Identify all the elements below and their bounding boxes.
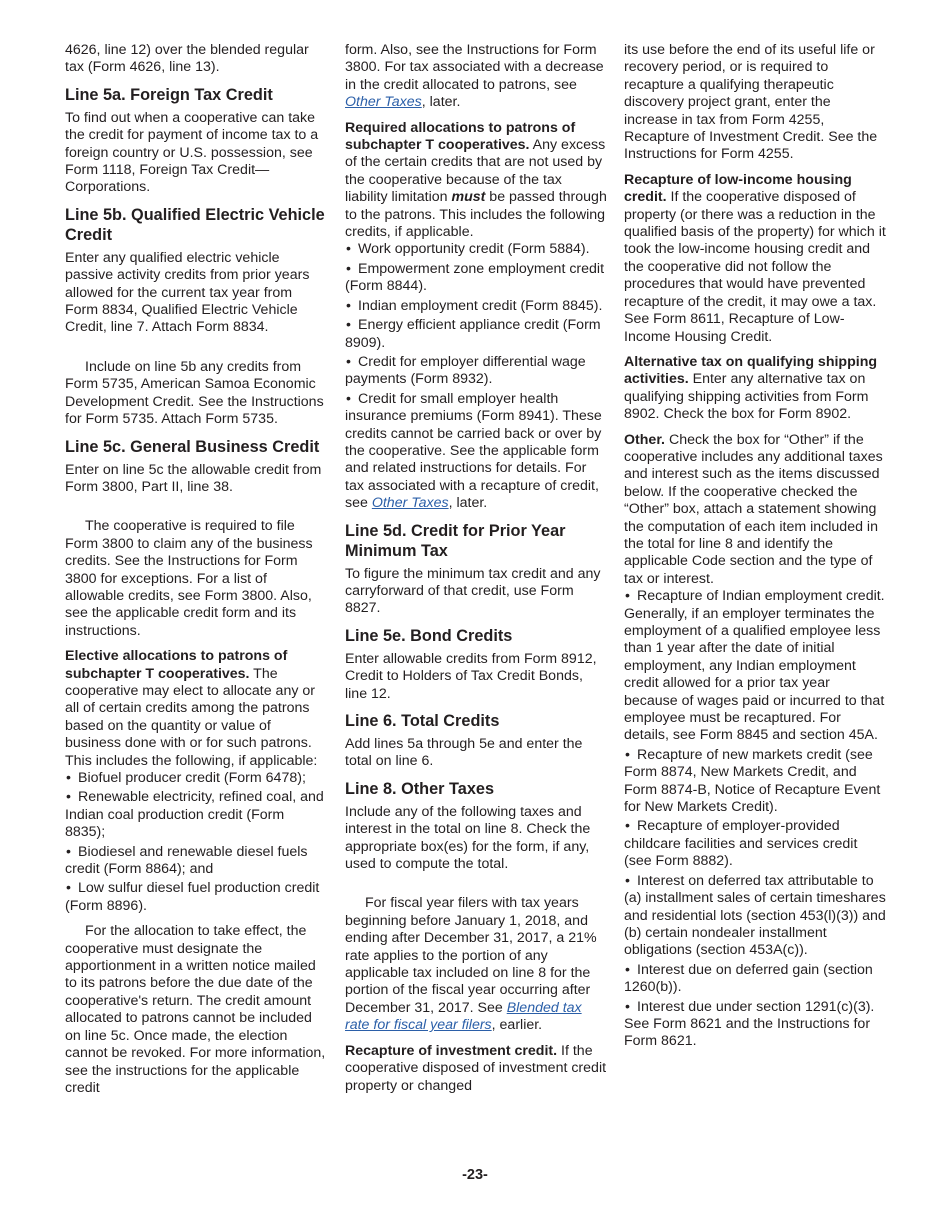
list-item: • Indian employment credit (Form 8845).: [346, 297, 603, 314]
list-item: • Credit for employer differential wage payments (Form 8932).: [345, 353, 586, 388]
list-item-text: Energy efficient appliance credit (Form 8909).: [345, 317, 601, 351]
paragraph-required: [345, 120, 607, 242]
spacer: [65, 504, 328, 518]
paragraph: Enter on line 5c the allowable credit from Form 3800, Part II, line 38.: [65, 461, 322, 495]
heading-line-5c: Line 5c. General Business Credit: [65, 437, 320, 456]
page-number: -23-: [462, 1167, 488, 1183]
spacer: [65, 345, 328, 359]
paragraph: Include on line 5b any credits from Form 5735, American Samoa Economic Development Credit. See the Instructions for Form 5735. Attach Form 5735.: [65, 358, 324, 428]
paragraph: Add lines 5a through 5e and enter the total on line 6.: [345, 736, 583, 770]
paragraph-text: be passed through to the patrons. This includes the following credits, if applicable.: [345, 189, 607, 241]
list-item: • Renewable electricity, refined coal, and Indian coal production credit (Form 8835);: [65, 789, 324, 841]
paragraph: To find out when a cooperative can take the credit for payment of income tax to a foreign country or U.S. possession, see Form 1118, Foreign Tax Credit—Corporations.: [65, 109, 319, 196]
list-item-text: Credit for small employer health insurance premiums (Form 8941). These credits cannot be carried back or over by the cooperative. See the applicable form and related instructions for details. For tax associated with a recapture of credit, see: [345, 390, 602, 512]
blended-tax-rate-link[interactable]: Blended tax rate for fiscal year filers: [345, 999, 582, 1034]
list-item-text: Biofuel producer credit (Form 6478);: [78, 770, 306, 786]
paragraph: Enter allowable credits from Form 8912, Credit to Holders of Tax Credit Bonds, line 12.: [345, 650, 597, 702]
paragraph-alternative-tax: [624, 354, 886, 424]
run-in-heading: Required allocations to patrons of subchapter T cooperatives.: [345, 119, 576, 154]
list-item: • Interest on deferred tax attributable to (a) installment sales of certain timeshares and residential lots (section 453(l)(3)) and (b) certain nondealer installment obligations (section 453A(c)).: [624, 872, 886, 959]
paragraph: its use before the end of its useful life or recovery period, or is required to recapture a qualifying therapeutic discovery project grant, enter the increase in tax from Form 4255, Recapture of Investment Credit. See the Instructions for Form 4255.: [624, 42, 878, 163]
list-item-text: Empowerment zone employment credit (Form 8844).: [345, 260, 605, 295]
list-item-text: Credit for employer differential wage payments (Form 8932).: [345, 353, 586, 388]
paragraph: [345, 895, 607, 1034]
paragraph: To figure the minimum tax credit and any carryforward of that credit, use Form 8827.: [345, 565, 601, 617]
paragraph-text: , later.: [421, 94, 461, 111]
paragraph: [345, 42, 607, 112]
run-in-heading: Alternative tax on qualifying shipping activities.: [624, 353, 878, 388]
list-item-text: Low sulfur diesel fuel production credit (Form 8896).: [65, 880, 320, 914]
column-1: [65, 42, 328, 1105]
run-in-heading: Recapture of investment credit.: [345, 1042, 558, 1059]
paragraph-text: Enter any alternative tax on qualifying shipping activities from Form 8902. Check the box for Form 8902.: [624, 371, 869, 423]
paragraph-other: [624, 432, 886, 589]
list-item-text: Indian employment credit (Form 8845).: [358, 297, 603, 314]
paragraph-low-income-housing: [624, 172, 886, 346]
paragraph-text: The cooperative may elect to allocate any or all of certain credits among the patrons based on the quantity or value of business done with or for such patrons. This includes the following, if applicable:: [65, 665, 318, 769]
heading-line-8: Line 8. Other Taxes: [345, 779, 494, 798]
paragraph-text: , earlier.: [491, 1017, 543, 1034]
paragraph: Include any of the following taxes and interest in the total on line 8. Check the appropriate box(es) for the form, if any, used to compute the total.: [345, 803, 591, 873]
list-item-text: Interest on deferred tax attributable to (a) installment sales of certain timeshares and residential lots (section 453(l)(3)) and (b) certain nondealer installment obligations (section 453A(c)).: [624, 872, 886, 959]
paragraph-text: For fiscal year filers with tax years beginning before January 1, 2018, and ending after December 31, 2017, a 21% rate applies to the portion of any applicable tax included on line 8 for the portion of the fiscal year occurring after December 31, 2017. See: [345, 895, 597, 1016]
paragraph-recapture-investment: [345, 1043, 607, 1095]
paragraph-text: If the cooperative disposed of investment credit property or changed: [345, 1042, 607, 1094]
list-item: • Credit for small employer health insurance premiums (Form 8941). These credits cannot be carried back or over by the cooperative. See the applicable form and related instructions for details. For tax associated with a recapture of credit, see Other Taxes, later.: [345, 390, 602, 512]
heading-line-5e: Line 5e. Bond Credits: [345, 626, 513, 645]
list-item-text: Recapture of new markets credit (see Form 8874, New Markets Credit, and Form 8874-B, Notice of Recapture Event for New Markets Credit).: [624, 746, 881, 816]
list-item: • Interest due under section 1291(c)(3). See Form 8621 and the Instructions for Form 8621.: [624, 998, 875, 1050]
run-in-heading: Elective allocations to patrons of subchapter T cooperatives.: [65, 648, 288, 682]
list-item: • Recapture of new markets credit (see Form 8874, New Markets Credit, and Form 8874-B, Notice of Recapture Event for New Markets Credit).: [624, 746, 881, 816]
paragraph-text: form. Also, see the Instructions for Form 3800. For tax associated with a decrease in the credit allocated to patrons, see: [345, 42, 604, 93]
list-item-text: , later.: [448, 495, 488, 512]
list-item-text: Interest due under section 1291(c)(3). See Form 8621 and the Instructions for Form 8621.: [624, 998, 875, 1050]
list-item: • Low sulfur diesel fuel production credit (Form 8896).: [65, 880, 320, 914]
spacer: [345, 881, 607, 895]
heading-line-5a: Line 5a. Foreign Tax Credit: [65, 85, 273, 104]
paragraph-text: If the cooperative disposed of property (or there was a reduction in the qualified basis of the property) for which it took the low-income housing credit and the cooperative did not follow the procedures that would have prevented recapture of the credit, it may owe a tax. See Form 8611, Recapture of Low-Income Housing Credit.: [624, 189, 886, 345]
bullet-list: [624, 588, 886, 1051]
list-item: • Empowerment zone employment credit (Form 8844).: [345, 260, 605, 295]
list-item-text: Biodiesel and renewable diesel fuels credit (Form 8864); and: [65, 843, 308, 878]
paragraph: For the allocation to take effect, the cooperative must designate the apportionment in a written notice mailed to its patrons before the due date of the cooperative's return. The credit amount allocated to patrons cannot be included on line 5c. Once made, the election cannot be revoked. For more information, see the instructions for the applicable credit: [65, 923, 326, 1096]
column-3: [624, 42, 886, 1059]
list-item: • Recapture of employer-provided childcare facilities and services credit (see Form 8882).: [624, 818, 858, 870]
list-item: • Biodiesel and renewable diesel fuels credit (Form 8864); and: [65, 843, 308, 878]
other-taxes-link[interactable]: Other Taxes: [371, 495, 449, 512]
bullet-list: [345, 241, 607, 512]
heading-line-6: Line 6. Total Credits: [345, 712, 500, 730]
paragraph-elective: [65, 648, 328, 770]
heading-line-5b: Line 5b. Qualified Electric Vehicle Credit: [65, 205, 325, 244]
run-in-heading: Recapture of low-income housing credit.: [624, 171, 852, 206]
list-item-text: Renewable electricity, refined coal, and Indian coal production credit (Form 8835);: [65, 789, 324, 841]
paragraph: 4626, line 12) over the blended regular tax (Form 4626, line 13).: [65, 42, 309, 76]
list-item: • Work opportunity credit (Form 5884).: [346, 241, 590, 258]
paragraph-text: Check the box for “Other” if the cooperative includes any additional taxes and interest such as the items discussed below. If the cooperative checked the “Other” box, attach a statement showing the computation of each item included in the total for line 8 and identify the applicable Code section and the type of tax or interest.: [624, 431, 883, 587]
run-in-heading: Other.: [624, 431, 665, 448]
list-item: • Biofuel producer credit (Form 6478);: [66, 770, 306, 786]
paragraph-text: Any excess of the certain credits that are not used by the cooperative because of the tax liability limitation: [345, 137, 606, 206]
list-item-text: Recapture of employer-provided childcare facilities and services credit (see Form 8882).: [624, 818, 858, 870]
list-item-text: Recapture of Indian employment credit. Generally, if an employer terminates the employment of a qualified employee less than 1 year after the date of initial employment, any Indian employment credit allowed for a prior tax year because of wages paid or incurred to that employee must be recaptured. For details, see Form 8845 and section 45A.: [624, 588, 885, 744]
list-item: • Energy efficient appliance credit (Form 8909).: [345, 317, 601, 351]
other-taxes-link[interactable]: Other Taxes: [345, 94, 422, 111]
list-item-text: Work opportunity credit (Form 5884).: [358, 241, 590, 258]
emphasis: must: [451, 189, 486, 206]
list-item-text: Interest due on deferred gain (section 1260(b)).: [624, 961, 873, 996]
heading-line-5d: Line 5d. Credit for Prior Year Minimum Tax: [345, 521, 566, 560]
list-item: • Recapture of Indian employment credit. Generally, if an employer terminates the employment of a qualified employee less than 1 year after the date of initial employment, any Indian employment credit allowed for a prior tax year because of wages paid or incurred to that employee must be recaptured. For details, see Form 8845 and section 45A.: [624, 588, 885, 744]
column-2: [345, 42, 607, 1103]
list-item: • Interest due on deferred gain (section 1260(b)).: [624, 961, 873, 996]
paragraph: The cooperative is required to file Form 3800 to claim any of the business credits. See the Instructions for Form 3800 for exceptions. For a list of allowable credits, see Form 3800. Also, see the applicable credit form and its instructions.: [65, 518, 313, 639]
bullet-list: [65, 770, 328, 915]
paragraph: Enter any qualified electric vehicle passive activity credits from prior years allowed for the current tax year from Form 8834, Qualified Electric Vehicle Credit, line 7. Attach Form 8834.: [65, 249, 310, 336]
